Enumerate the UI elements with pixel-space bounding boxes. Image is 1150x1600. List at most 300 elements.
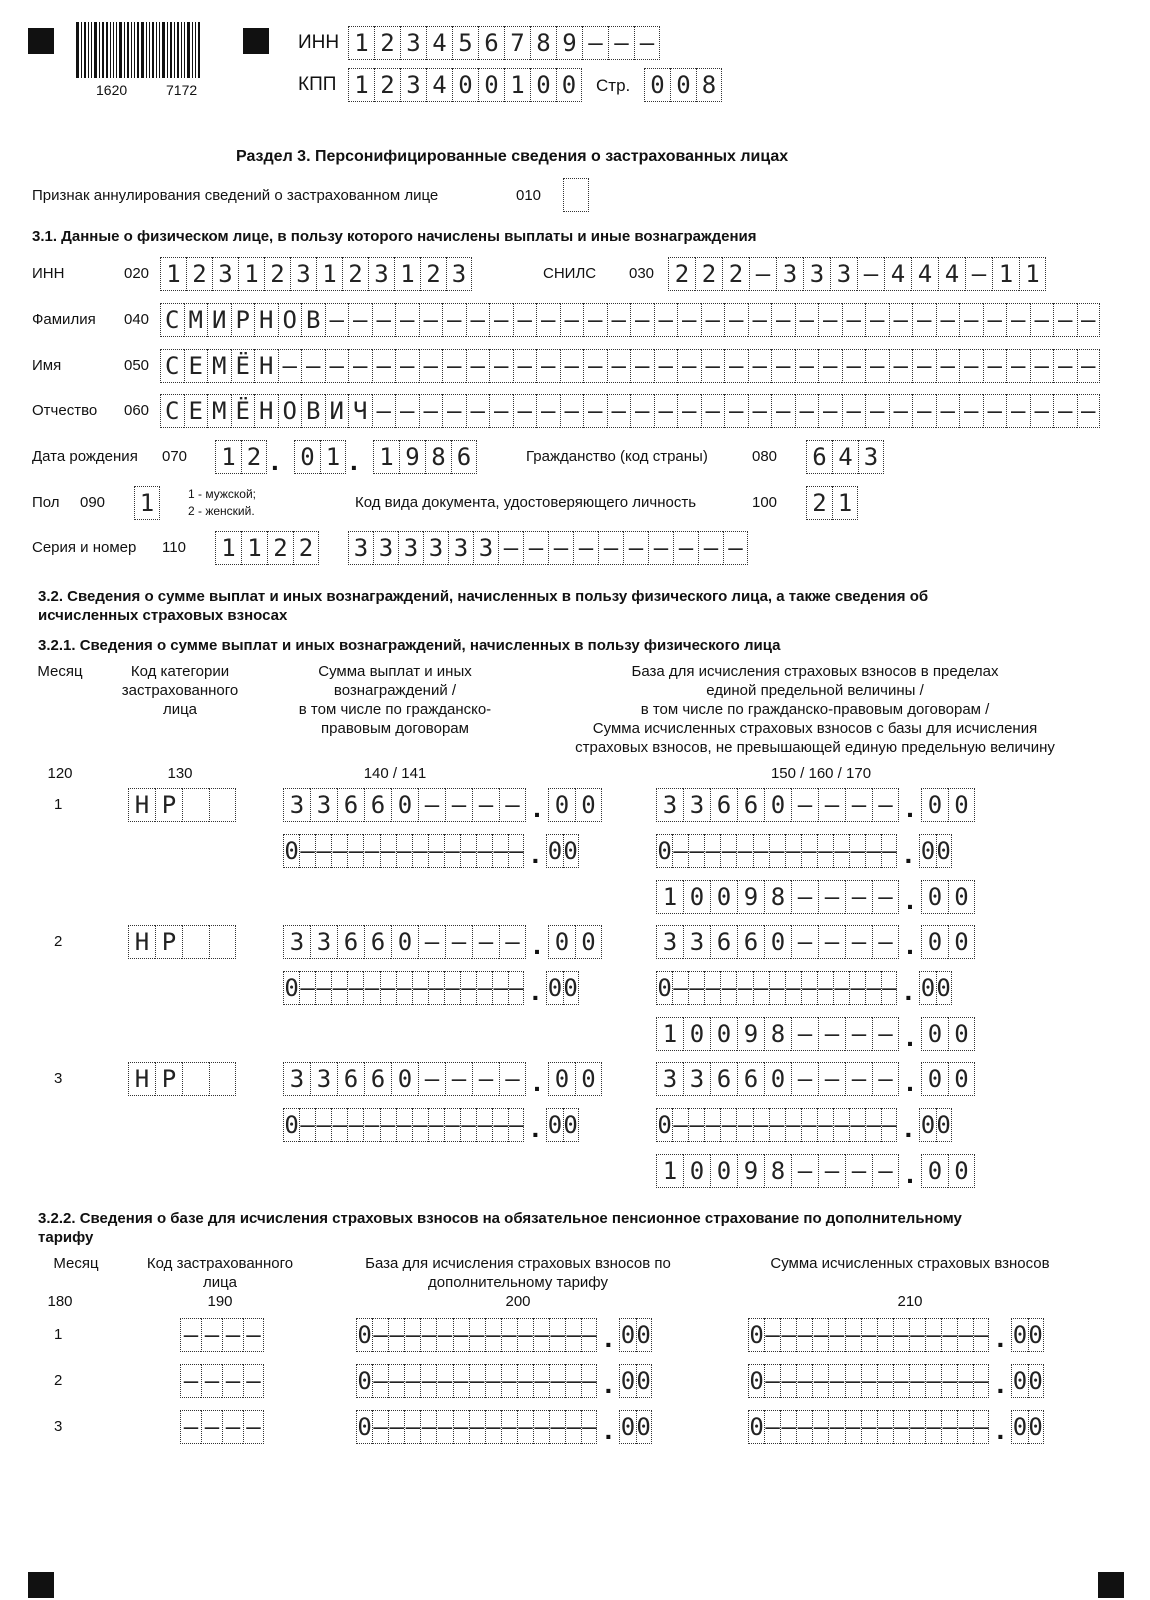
s322-row-code-cells[interactable] [180, 1364, 264, 1398]
char-cell[interactable]: 0 [710, 1017, 737, 1051]
char-cell[interactable]: – [833, 834, 849, 868]
char-cell[interactable]: – [818, 1017, 845, 1051]
char-cell[interactable]: – [573, 531, 598, 565]
char-cell[interactable]: 6 [337, 788, 364, 822]
char-cell[interactable]: М [207, 349, 231, 383]
char-cell[interactable]: – [973, 1410, 989, 1444]
char-cell[interactable]: – [1030, 394, 1054, 428]
char-cell[interactable]: 0 [575, 925, 602, 959]
char-cell[interactable]: – [865, 349, 889, 383]
char-cell[interactable]: – [677, 349, 701, 383]
char-cell[interactable]: – [536, 349, 560, 383]
char-cell[interactable]: – [983, 394, 1007, 428]
char-cell[interactable]: – [180, 1318, 201, 1352]
char-cell[interactable]: – [748, 303, 772, 337]
char-cell[interactable]: 3 [656, 925, 683, 959]
char-cell[interactable]: – [673, 531, 698, 565]
char-cell[interactable]: – [436, 1364, 452, 1398]
s321-row-base170[interactable] [656, 880, 975, 914]
char-cell[interactable]: – [549, 1364, 565, 1398]
char-cell[interactable]: 1 [656, 1017, 683, 1051]
char-cell[interactable]: – [818, 303, 842, 337]
char-cell[interactable]: – [857, 257, 884, 291]
char-cell[interactable]: – [795, 349, 819, 383]
s31-birth-year[interactable] [373, 440, 477, 474]
char-cell[interactable]: 0 [683, 880, 710, 914]
char-cell[interactable]: 1 [320, 440, 346, 474]
char-cell[interactable]: – [388, 1364, 404, 1398]
char-cell[interactable]: – [872, 1062, 899, 1096]
char-cell[interactable]: – [1006, 349, 1030, 383]
char-cell[interactable]: 1 [215, 531, 241, 565]
char-cell[interactable]: – [445, 1062, 472, 1096]
char-cell[interactable]: – [348, 303, 372, 337]
char-cell[interactable]: – [828, 1410, 844, 1444]
char-cell[interactable]: 0 [921, 788, 948, 822]
s31-patronymic-cells[interactable] [160, 394, 1100, 428]
s322-row-sum[interactable] [748, 1410, 1044, 1444]
char-cell[interactable]: 0 [546, 834, 562, 868]
char-cell[interactable]: 0 [948, 1154, 975, 1188]
char-cell[interactable]: – [771, 394, 795, 428]
char-cell[interactable]: – [466, 349, 490, 383]
char-cell[interactable]: Н [128, 925, 155, 959]
char-cell[interactable]: – [419, 303, 443, 337]
char-cell[interactable]: – [795, 303, 819, 337]
s322-row-code-cells[interactable] [180, 1318, 264, 1352]
char-cell[interactable]: 0 [356, 1364, 372, 1398]
s321-row-sum141[interactable] [283, 1108, 579, 1142]
char-cell[interactable]: 2 [420, 257, 446, 291]
char-cell[interactable]: 3 [683, 788, 710, 822]
header-kpp-cells[interactable] [348, 68, 582, 102]
char-cell[interactable]: – [395, 303, 419, 337]
char-cell[interactable]: – [865, 394, 889, 428]
char-cell[interactable]: И [207, 303, 231, 337]
char-cell[interactable]: – [941, 1364, 957, 1398]
header-page-cells[interactable] [644, 68, 722, 102]
char-cell[interactable]: – [485, 1364, 501, 1398]
s321-row-category-cells[interactable] [128, 1062, 236, 1096]
char-cell[interactable]: – [736, 834, 752, 868]
char-cell[interactable]: – [817, 971, 833, 1005]
s31-sex-cells[interactable] [134, 486, 160, 520]
char-cell[interactable]: – [348, 349, 372, 383]
char-cell[interactable]: – [877, 1318, 893, 1352]
char-cell[interactable]: 0 [575, 1062, 602, 1096]
char-cell[interactable]: – [801, 971, 817, 1005]
char-cell[interactable]: 0 [1011, 1364, 1027, 1398]
char-cell[interactable]: – [517, 1364, 533, 1398]
s321-row-category-cells[interactable] [128, 788, 236, 822]
char-cell[interactable]: 3 [683, 925, 710, 959]
char-cell[interactable]: – [453, 1410, 469, 1444]
char-cell[interactable]: – [1053, 349, 1077, 383]
char-cell[interactable]: 0 [478, 68, 504, 102]
char-cell[interactable]: 0 [748, 1364, 764, 1398]
char-cell[interactable]: 2 [342, 257, 368, 291]
char-cell[interactable]: 8 [696, 68, 722, 102]
char-cell[interactable]: 4 [884, 257, 911, 291]
char-cell[interactable]: 1 [373, 440, 399, 474]
char-cell[interactable]: – [723, 531, 748, 565]
char-cell[interactable]: 0 [1028, 1364, 1044, 1398]
char-cell[interactable]: – [795, 394, 819, 428]
char-cell[interactable]: – [548, 531, 573, 565]
char-cell[interactable] [182, 925, 209, 959]
char-cell[interactable]: – [201, 1364, 222, 1398]
char-cell[interactable]: – [785, 1108, 801, 1142]
char-cell[interactable]: – [1030, 349, 1054, 383]
s31-series-cells-1[interactable] [215, 531, 319, 565]
char-cell[interactable]: – [753, 1108, 769, 1142]
char-cell[interactable]: 0 [619, 1318, 635, 1352]
char-cell[interactable]: – [677, 394, 701, 428]
char-cell[interactable]: – [845, 1062, 872, 1096]
char-cell[interactable]: – [380, 834, 396, 868]
s322-row-code-cells[interactable] [180, 1410, 264, 1444]
char-cell[interactable]: 0 [919, 971, 935, 1005]
char-cell[interactable]: – [536, 394, 560, 428]
char-cell[interactable]: 6 [737, 1062, 764, 1096]
char-cell[interactable]: – [764, 1364, 780, 1398]
char-cell[interactable]: – [818, 1062, 845, 1096]
s321-row-base160[interactable] [656, 834, 952, 868]
s321-row-sum140[interactable] [283, 925, 602, 959]
char-cell[interactable]: 6 [337, 1062, 364, 1096]
char-cell[interactable]: 2 [806, 486, 832, 520]
char-cell[interactable]: – [565, 1318, 581, 1352]
char-cell[interactable] [209, 788, 236, 822]
s321-row-base150[interactable] [656, 925, 975, 959]
char-cell[interactable]: – [654, 394, 678, 428]
char-cell[interactable]: 0 [948, 1062, 975, 1096]
char-cell[interactable]: 9 [556, 26, 582, 60]
char-cell[interactable]: 0 [452, 68, 478, 102]
char-cell[interactable]: – [845, 788, 872, 822]
char-cell[interactable]: 0 [921, 1017, 948, 1051]
char-cell[interactable]: – [796, 1318, 812, 1352]
char-cell[interactable]: – [395, 349, 419, 383]
char-cell[interactable]: – [849, 971, 865, 1005]
char-cell[interactable]: – [466, 394, 490, 428]
char-cell[interactable]: – [560, 303, 584, 337]
char-cell[interactable]: – [845, 1154, 872, 1188]
char-cell[interactable]: – [315, 971, 331, 1005]
char-cell[interactable]: – [1053, 394, 1077, 428]
char-cell[interactable]: 3 [310, 925, 337, 959]
char-cell[interactable]: – [753, 834, 769, 868]
char-cell[interactable]: 4 [832, 440, 858, 474]
char-cell[interactable] [209, 1062, 236, 1096]
char-cell[interactable]: 1 [832, 486, 858, 520]
char-cell[interactable]: – [833, 971, 849, 1005]
char-cell[interactable]: 8 [425, 440, 451, 474]
char-cell[interactable]: – [973, 1318, 989, 1352]
char-cell[interactable]: – [1077, 303, 1101, 337]
char-cell[interactable]: – [724, 394, 748, 428]
char-cell[interactable]: – [581, 1318, 597, 1352]
char-cell[interactable]: – [299, 1108, 315, 1142]
char-cell[interactable]: – [672, 1108, 688, 1142]
char-cell[interactable]: – [842, 349, 866, 383]
char-cell[interactable]: – [201, 1410, 222, 1444]
char-cell[interactable]: – [630, 349, 654, 383]
char-cell[interactable]: Н [128, 1062, 155, 1096]
char-cell[interactable]: Е [184, 349, 208, 383]
char-cell[interactable]: Н [254, 303, 278, 337]
char-cell[interactable]: – [396, 1108, 412, 1142]
char-cell[interactable]: – [724, 303, 748, 337]
char-cell[interactable]: – [889, 349, 913, 383]
char-cell[interactable]: Р [155, 788, 182, 822]
char-cell[interactable]: – [533, 1410, 549, 1444]
char-cell[interactable]: – [936, 349, 960, 383]
char-cell[interactable]: 0 [556, 68, 582, 102]
char-cell[interactable]: – [865, 303, 889, 337]
char-cell[interactable]: 3 [400, 68, 426, 102]
char-cell[interactable]: – [372, 1318, 388, 1352]
char-cell[interactable]: – [388, 1318, 404, 1352]
char-cell[interactable]: – [812, 1364, 828, 1398]
char-cell[interactable]: – [363, 1108, 379, 1142]
char-cell[interactable]: Е [184, 394, 208, 428]
char-cell[interactable]: 8 [764, 1017, 791, 1051]
char-cell[interactable]: – [785, 971, 801, 1005]
char-cell[interactable]: – [957, 1318, 973, 1352]
char-cell[interactable] [563, 178, 589, 212]
char-cell[interactable]: 0 [356, 1410, 372, 1444]
char-cell[interactable]: 0 [283, 1108, 299, 1142]
char-cell[interactable]: – [704, 1108, 720, 1142]
char-cell[interactable]: 0 [391, 1062, 418, 1096]
char-cell[interactable]: – [492, 1108, 508, 1142]
char-cell[interactable]: Н [254, 349, 278, 383]
char-cell[interactable]: 0 [748, 1410, 764, 1444]
char-cell[interactable]: – [648, 531, 673, 565]
char-cell[interactable] [182, 788, 209, 822]
char-cell[interactable]: 3 [448, 531, 473, 565]
char-cell[interactable]: 4 [938, 257, 965, 291]
char-cell[interactable]: – [791, 1154, 818, 1188]
char-cell[interactable]: – [396, 834, 412, 868]
s322-row-base[interactable] [356, 1318, 652, 1352]
char-cell[interactable]: – [442, 394, 466, 428]
char-cell[interactable]: 3 [656, 788, 683, 822]
char-cell[interactable]: – [736, 1108, 752, 1142]
char-cell[interactable]: 2 [186, 257, 212, 291]
char-cell[interactable]: 2 [241, 440, 267, 474]
char-cell[interactable]: – [513, 303, 537, 337]
char-cell[interactable]: – [845, 880, 872, 914]
char-cell[interactable]: 0 [919, 834, 935, 868]
char-cell[interactable]: – [581, 1410, 597, 1444]
char-cell[interactable]: – [941, 1410, 957, 1444]
char-cell[interactable]: – [791, 1062, 818, 1096]
char-cell[interactable]: – [764, 1318, 780, 1352]
char-cell[interactable]: 6 [710, 1062, 737, 1096]
char-cell[interactable]: – [912, 349, 936, 383]
char-cell[interactable]: 0 [563, 1108, 579, 1142]
char-cell[interactable]: 1 [348, 26, 374, 60]
s31-birth-month[interactable] [294, 440, 346, 474]
char-cell[interactable]: – [845, 1364, 861, 1398]
s322-row-base[interactable] [356, 1364, 652, 1398]
char-cell[interactable]: 0 [948, 925, 975, 959]
char-cell[interactable]: 0 [936, 834, 952, 868]
char-cell[interactable]: – [771, 349, 795, 383]
char-cell[interactable]: 0 [948, 880, 975, 914]
char-cell[interactable]: – [828, 1364, 844, 1398]
s321-row-sum141[interactable] [283, 834, 579, 868]
char-cell[interactable]: 0 [636, 1318, 652, 1352]
char-cell[interactable]: 6 [737, 788, 764, 822]
char-cell[interactable]: – [363, 971, 379, 1005]
char-cell[interactable]: 0 [1011, 1318, 1027, 1352]
char-cell[interactable]: – [849, 1108, 865, 1142]
char-cell[interactable]: – [720, 1108, 736, 1142]
char-cell[interactable]: – [959, 394, 983, 428]
char-cell[interactable]: – [419, 349, 443, 383]
char-cell[interactable]: – [533, 1318, 549, 1352]
char-cell[interactable]: 0 [548, 1062, 575, 1096]
char-cell[interactable]: 3 [400, 26, 426, 60]
char-cell[interactable]: 0 [546, 1108, 562, 1142]
char-cell[interactable]: – [672, 971, 688, 1005]
char-cell[interactable]: – [489, 394, 513, 428]
char-cell[interactable]: – [1030, 303, 1054, 337]
char-cell[interactable]: 3 [803, 257, 830, 291]
char-cell[interactable]: Ё [231, 394, 255, 428]
char-cell[interactable]: 0 [764, 1062, 791, 1096]
char-cell[interactable]: 1 [215, 440, 241, 474]
char-cell[interactable]: 1 [238, 257, 264, 291]
char-cell[interactable]: 8 [764, 880, 791, 914]
char-cell[interactable]: – [222, 1364, 243, 1398]
char-cell[interactable]: – [325, 303, 349, 337]
char-cell[interactable]: 4 [426, 26, 452, 60]
char-cell[interactable]: 6 [364, 925, 391, 959]
char-cell[interactable]: В [301, 394, 325, 428]
char-cell[interactable]: 3 [283, 925, 310, 959]
char-cell[interactable]: 0 [936, 971, 952, 1005]
char-cell[interactable]: – [698, 531, 723, 565]
char-cell[interactable]: – [881, 971, 897, 1005]
char-cell[interactable]: – [380, 1108, 396, 1142]
char-cell[interactable]: 0 [530, 68, 556, 102]
char-cell[interactable]: – [845, 1318, 861, 1352]
char-cell[interactable]: – [560, 349, 584, 383]
char-cell[interactable]: – [301, 349, 325, 383]
char-cell[interactable]: – [983, 349, 1007, 383]
char-cell[interactable]: – [492, 834, 508, 868]
char-cell[interactable]: – [845, 1410, 861, 1444]
char-cell[interactable]: – [428, 971, 444, 1005]
char-cell[interactable]: – [420, 1410, 436, 1444]
char-cell[interactable]: 3 [423, 531, 448, 565]
char-cell[interactable]: 0 [283, 834, 299, 868]
char-cell[interactable]: – [936, 303, 960, 337]
char-cell[interactable]: – [442, 303, 466, 337]
char-cell[interactable]: 3 [398, 531, 423, 565]
char-cell[interactable]: 3 [830, 257, 857, 291]
char-cell[interactable]: – [817, 834, 833, 868]
char-cell[interactable]: – [436, 1318, 452, 1352]
char-cell[interactable]: 6 [806, 440, 832, 474]
char-cell[interactable]: – [881, 1108, 897, 1142]
char-cell[interactable]: С [160, 349, 184, 383]
char-cell[interactable]: 2 [264, 257, 290, 291]
char-cell[interactable]: – [513, 349, 537, 383]
char-cell[interactable]: – [893, 1410, 909, 1444]
char-cell[interactable]: – [419, 394, 443, 428]
char-cell[interactable]: – [909, 1410, 925, 1444]
char-cell[interactable]: Р [155, 1062, 182, 1096]
char-cell[interactable]: – [720, 971, 736, 1005]
s31-birth-day[interactable] [215, 440, 267, 474]
char-cell[interactable]: – [222, 1410, 243, 1444]
char-cell[interactable]: 3 [656, 1062, 683, 1096]
s321-row-base170[interactable] [656, 1154, 975, 1188]
char-cell[interactable]: – [842, 394, 866, 428]
char-cell[interactable]: М [207, 394, 231, 428]
char-cell[interactable]: – [498, 531, 523, 565]
char-cell[interactable]: 0 [948, 788, 975, 822]
char-cell[interactable]: 0 [656, 834, 672, 868]
char-cell[interactable]: – [347, 971, 363, 1005]
char-cell[interactable]: – [472, 925, 499, 959]
char-cell[interactable]: – [796, 1364, 812, 1398]
char-cell[interactable]: 0 [921, 880, 948, 914]
char-cell[interactable]: – [833, 1108, 849, 1142]
char-cell[interactable]: – [959, 303, 983, 337]
char-cell[interactable]: 0 [294, 440, 320, 474]
char-cell[interactable] [182, 1062, 209, 1096]
char-cell[interactable]: 0 [548, 788, 575, 822]
char-cell[interactable]: – [412, 971, 428, 1005]
char-cell[interactable]: 2 [374, 26, 400, 60]
annul-cells[interactable] [563, 178, 589, 212]
s322-row-sum[interactable] [748, 1318, 1044, 1352]
char-cell[interactable]: – [442, 349, 466, 383]
char-cell[interactable]: – [331, 1108, 347, 1142]
char-cell[interactable]: – [957, 1410, 973, 1444]
char-cell[interactable]: – [704, 971, 720, 1005]
char-cell[interactable]: – [501, 1364, 517, 1398]
char-cell[interactable]: 1 [394, 257, 420, 291]
s321-row-base150[interactable] [656, 1062, 975, 1096]
char-cell[interactable]: – [872, 1017, 899, 1051]
s321-row-sum140[interactable] [283, 1062, 602, 1096]
char-cell[interactable]: 3 [473, 531, 498, 565]
s321-row-base150[interactable] [656, 788, 975, 822]
char-cell[interactable]: – [861, 1410, 877, 1444]
char-cell[interactable]: 2 [695, 257, 722, 291]
char-cell[interactable]: – [845, 925, 872, 959]
char-cell[interactable]: – [222, 1318, 243, 1352]
char-cell[interactable]: 6 [337, 925, 364, 959]
char-cell[interactable]: 1 [504, 68, 530, 102]
char-cell[interactable]: 0 [656, 1108, 672, 1142]
char-cell[interactable]: – [489, 303, 513, 337]
char-cell[interactable]: – [347, 834, 363, 868]
char-cell[interactable]: – [418, 925, 445, 959]
char-cell[interactable]: – [965, 257, 992, 291]
char-cell[interactable]: – [688, 971, 704, 1005]
char-cell[interactable]: 1 [348, 68, 374, 102]
char-cell[interactable]: – [771, 303, 795, 337]
char-cell[interactable]: – [701, 303, 725, 337]
